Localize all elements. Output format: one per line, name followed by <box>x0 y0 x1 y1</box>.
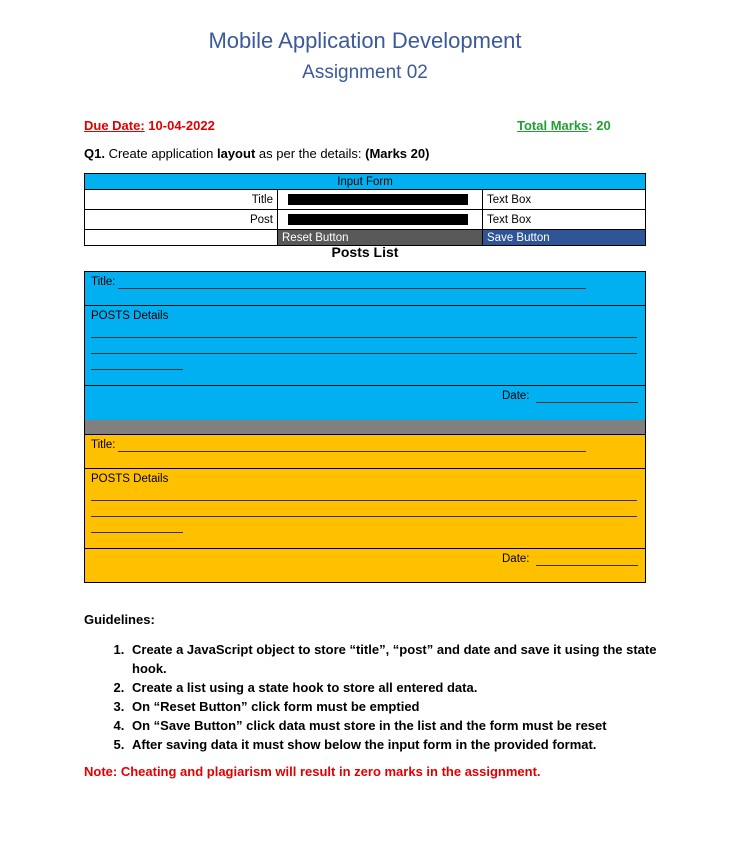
post-card <box>84 271 646 421</box>
card-date-label: Date: <box>502 390 530 402</box>
total-marks-label: Total Marks <box>517 118 589 133</box>
due-date-value: 10-04-2022 <box>144 118 215 133</box>
due-date-label: Due Date: <box>84 118 145 133</box>
card-title-label: Title: <box>91 439 116 451</box>
posts-list-title: Posts List <box>331 244 399 260</box>
details-line <box>91 516 637 517</box>
document-title: Mobile Application Development <box>208 28 522 53</box>
card-details-label: POSTS Details <box>91 473 169 485</box>
card-date-section <box>85 386 645 420</box>
details-line <box>91 353 637 354</box>
guideline-item: 4. On “Save Button” click data must store in the list and the form must be reset <box>128 716 688 735</box>
guideline-item: 2. Create a list using a state hook to store all entered data. <box>128 678 688 697</box>
date-line <box>536 402 638 403</box>
document-subtitle: Assignment 02 <box>302 62 428 83</box>
due-date <box>84 118 215 133</box>
card-details-section <box>85 469 645 549</box>
card-title-section <box>85 434 645 469</box>
details-line <box>91 532 183 533</box>
guidelines-heading: Guidelines: <box>84 612 155 627</box>
question-marks: (Marks 20) <box>365 146 430 161</box>
card-details-label: POSTS Details <box>91 310 169 322</box>
guideline-item: 1. Create a JavaScript object to store “title”, “post” and date and save it using the state hook. <box>128 640 688 678</box>
details-line <box>91 500 637 501</box>
total-marks <box>517 118 611 133</box>
post-label: Post <box>85 210 278 230</box>
question-text-a: Create application <box>104 146 217 161</box>
question-number: Q1. <box>84 146 105 161</box>
guideline-item: 3. On “Reset Button” click form must be emptied <box>128 697 688 716</box>
post-input-type: Text Box <box>483 210 646 230</box>
guidelines-list <box>84 640 688 754</box>
card-title-label: Title: <box>91 276 116 288</box>
save-button[interactable]: Save Button <box>483 230 646 246</box>
card-date-label: Date: <box>502 553 530 565</box>
title-input-type: Text Box <box>483 190 646 210</box>
card-separator <box>84 420 646 434</box>
question-emphasis: layout <box>216 146 256 161</box>
input-form-table <box>84 173 646 246</box>
title-input[interactable] <box>278 190 483 210</box>
guideline-item: 5. After saving data it must show below the input form in the provided format. <box>128 735 688 754</box>
question-text-c: as per the details: <box>255 146 366 161</box>
card-title-section <box>85 272 645 306</box>
card-date-section <box>85 549 645 582</box>
title-label: Title <box>85 190 278 210</box>
total-marks-value: : 20 <box>588 118 611 133</box>
title-line <box>118 288 586 289</box>
plagiarism-note: Note: Cheating and plagiarism will result in zero marks in the assignment. <box>84 764 541 779</box>
reset-button[interactable]: Reset Button <box>278 230 483 246</box>
title-line <box>118 451 586 452</box>
card-details-section <box>85 306 645 386</box>
input-form-heading: Input Form <box>85 174 646 190</box>
details-line <box>91 369 183 370</box>
post-input[interactable] <box>278 210 483 230</box>
question-text <box>84 146 429 161</box>
post-card <box>84 434 646 583</box>
details-line <box>91 337 637 338</box>
date-line <box>536 565 638 566</box>
